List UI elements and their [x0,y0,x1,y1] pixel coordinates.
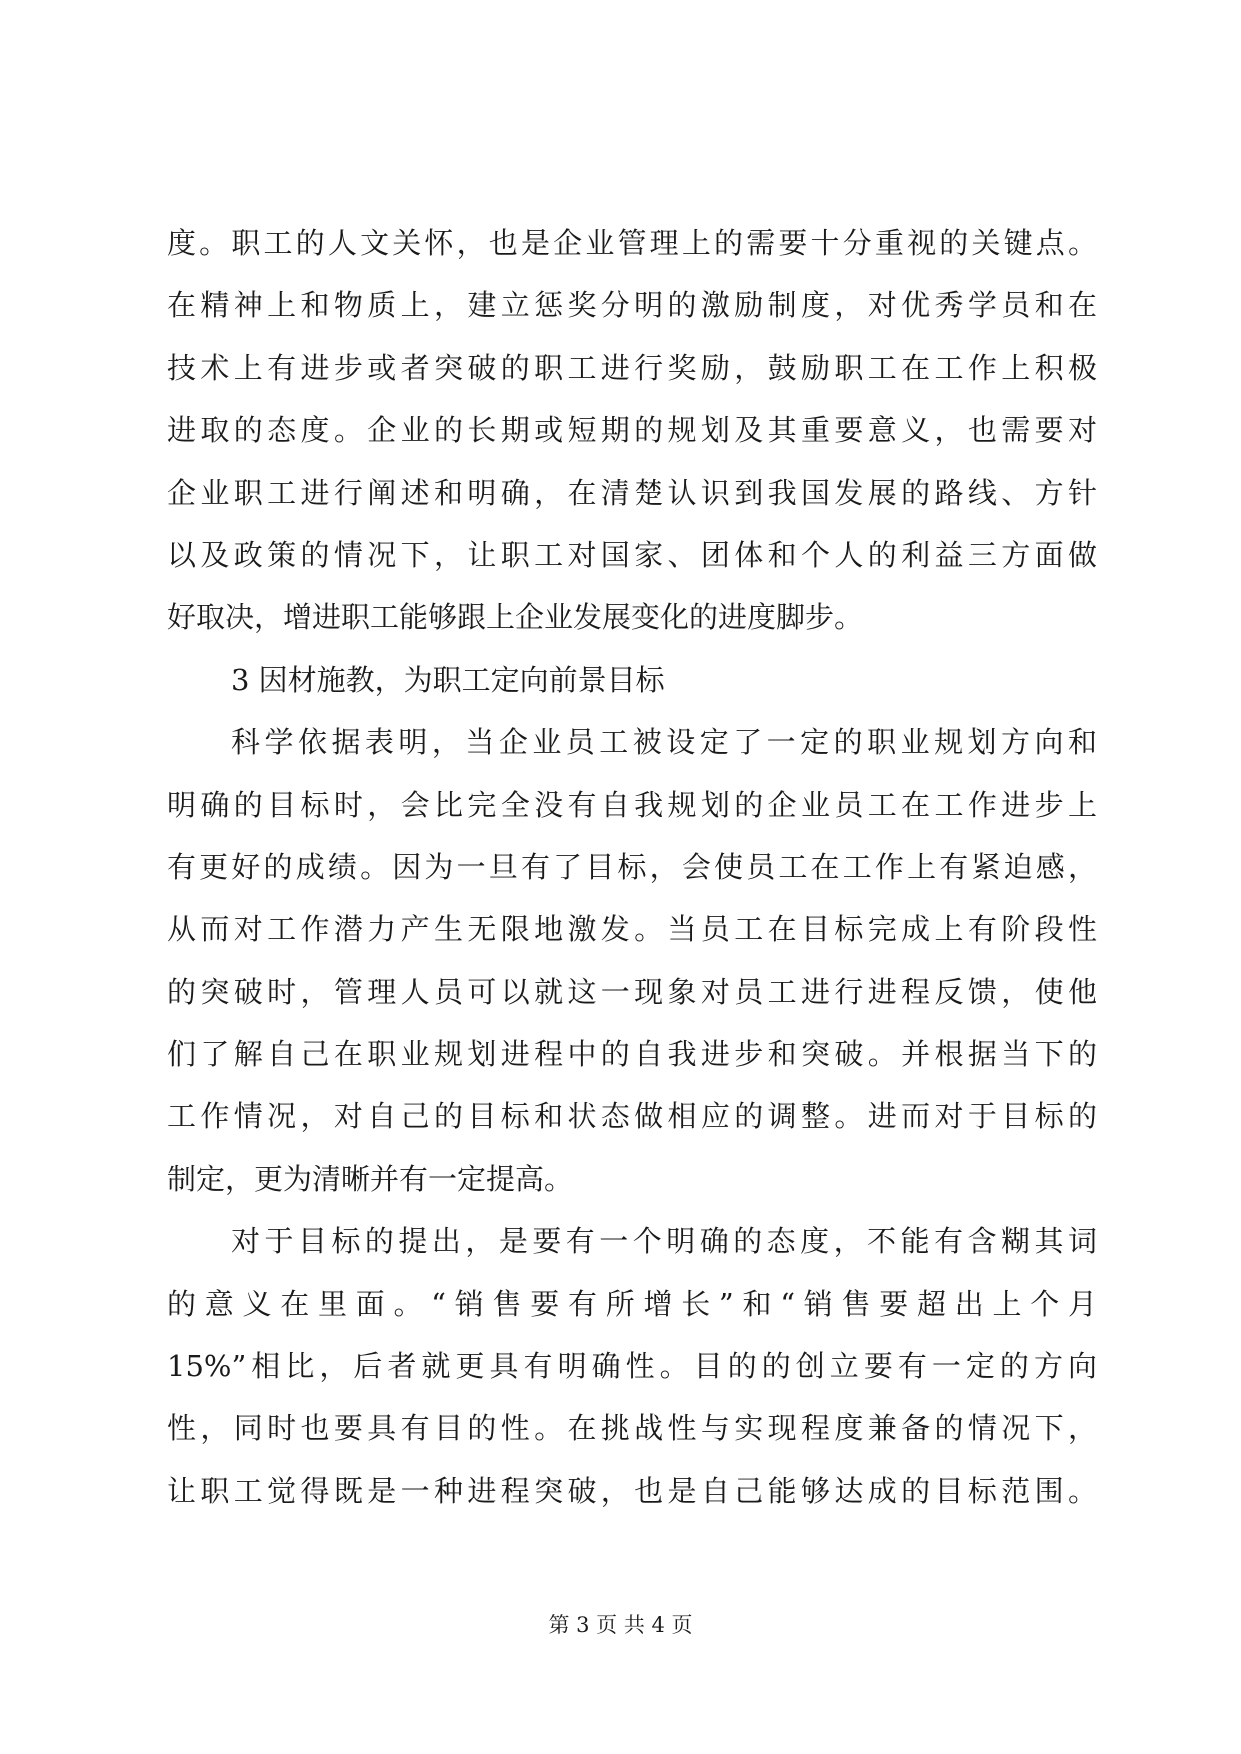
paragraph-line: 对于目标的提出，是要有一个明确的态度，不能有含糊其词 [231,1224,1097,1259]
page-number-footer: 第 3 页 共 4 页 [548,1613,693,1637]
paragraph-line: 度。职工的人文关怀，也是企业管理上的需要十分重视的关键点。 [167,226,1097,260]
paragraph-line: 明确的目标时，会比完全没有自我规划的企业员工在工作进步上 [167,787,1097,822]
body-text [167,226,1097,1536]
paragraph-line: 技术上有进步或者突破的职工进行奖励，鼓励职工在工作上积极 [167,350,1097,385]
paragraph-line: 的突破时，管理人员可以就这一现象对员工进行进程反馈，使他 [167,974,1097,1009]
paragraph-line: 工作情况，对自己的目标和状态做相应的调整。进而对于目标的 [167,1099,1097,1134]
paragraph-line: 15%”相比，后者就更具有明确性。目的的创立要有一定的方向 [167,1349,1097,1384]
paragraph-line: 制定，更为清晰并有一定提高。 [167,1161,574,1196]
paragraph-line: 从而对工作潜力产生无限地激发。当员工在目标完成上有阶段性 [167,912,1097,947]
paragraph-line: 科学依据表明，当企业员工被设定了一定的职业规划方向和 [231,725,1097,760]
section-heading: 3 因材施教，为职工定向前景目标 [231,662,665,697]
paragraph-line: 有更好的成绩。因为一旦有了目标，会使员工在工作上有紧迫感， [167,849,1097,884]
paragraph-line: 性，同时也要具有目的性。在挑战性与实现程度兼备的情况下， [167,1411,1097,1446]
paragraph-line: 企业职工进行阐述和明确，在清楚认识到我国发展的路线、方针 [167,475,1097,510]
paragraph-line: 们了解自己在职业规划进程中的自我进步和突破。并根据当下的 [167,1037,1097,1072]
paragraph-line: 在精神上和物质上，建立惩奖分明的激励制度，对优秀学员和在 [167,288,1097,323]
paragraph-line: 的意义在里面。“销售要有所增长”和“销售要超出上个月 [167,1286,1097,1321]
paragraph-line: 进取的态度。企业的长期或短期的规划及其重要意义，也需要对 [167,413,1097,448]
paragraph-line: 以及政策的情况下，让职工对国家、团体和个人的利益三方面做 [167,537,1097,572]
paragraph-line: 好取决，增进职工能够跟上企业发展变化的进度脚步。 [167,600,864,635]
paragraph-line: 让职工觉得既是一种进程突破，也是自己能够达成的目标范围。 [167,1473,1097,1508]
